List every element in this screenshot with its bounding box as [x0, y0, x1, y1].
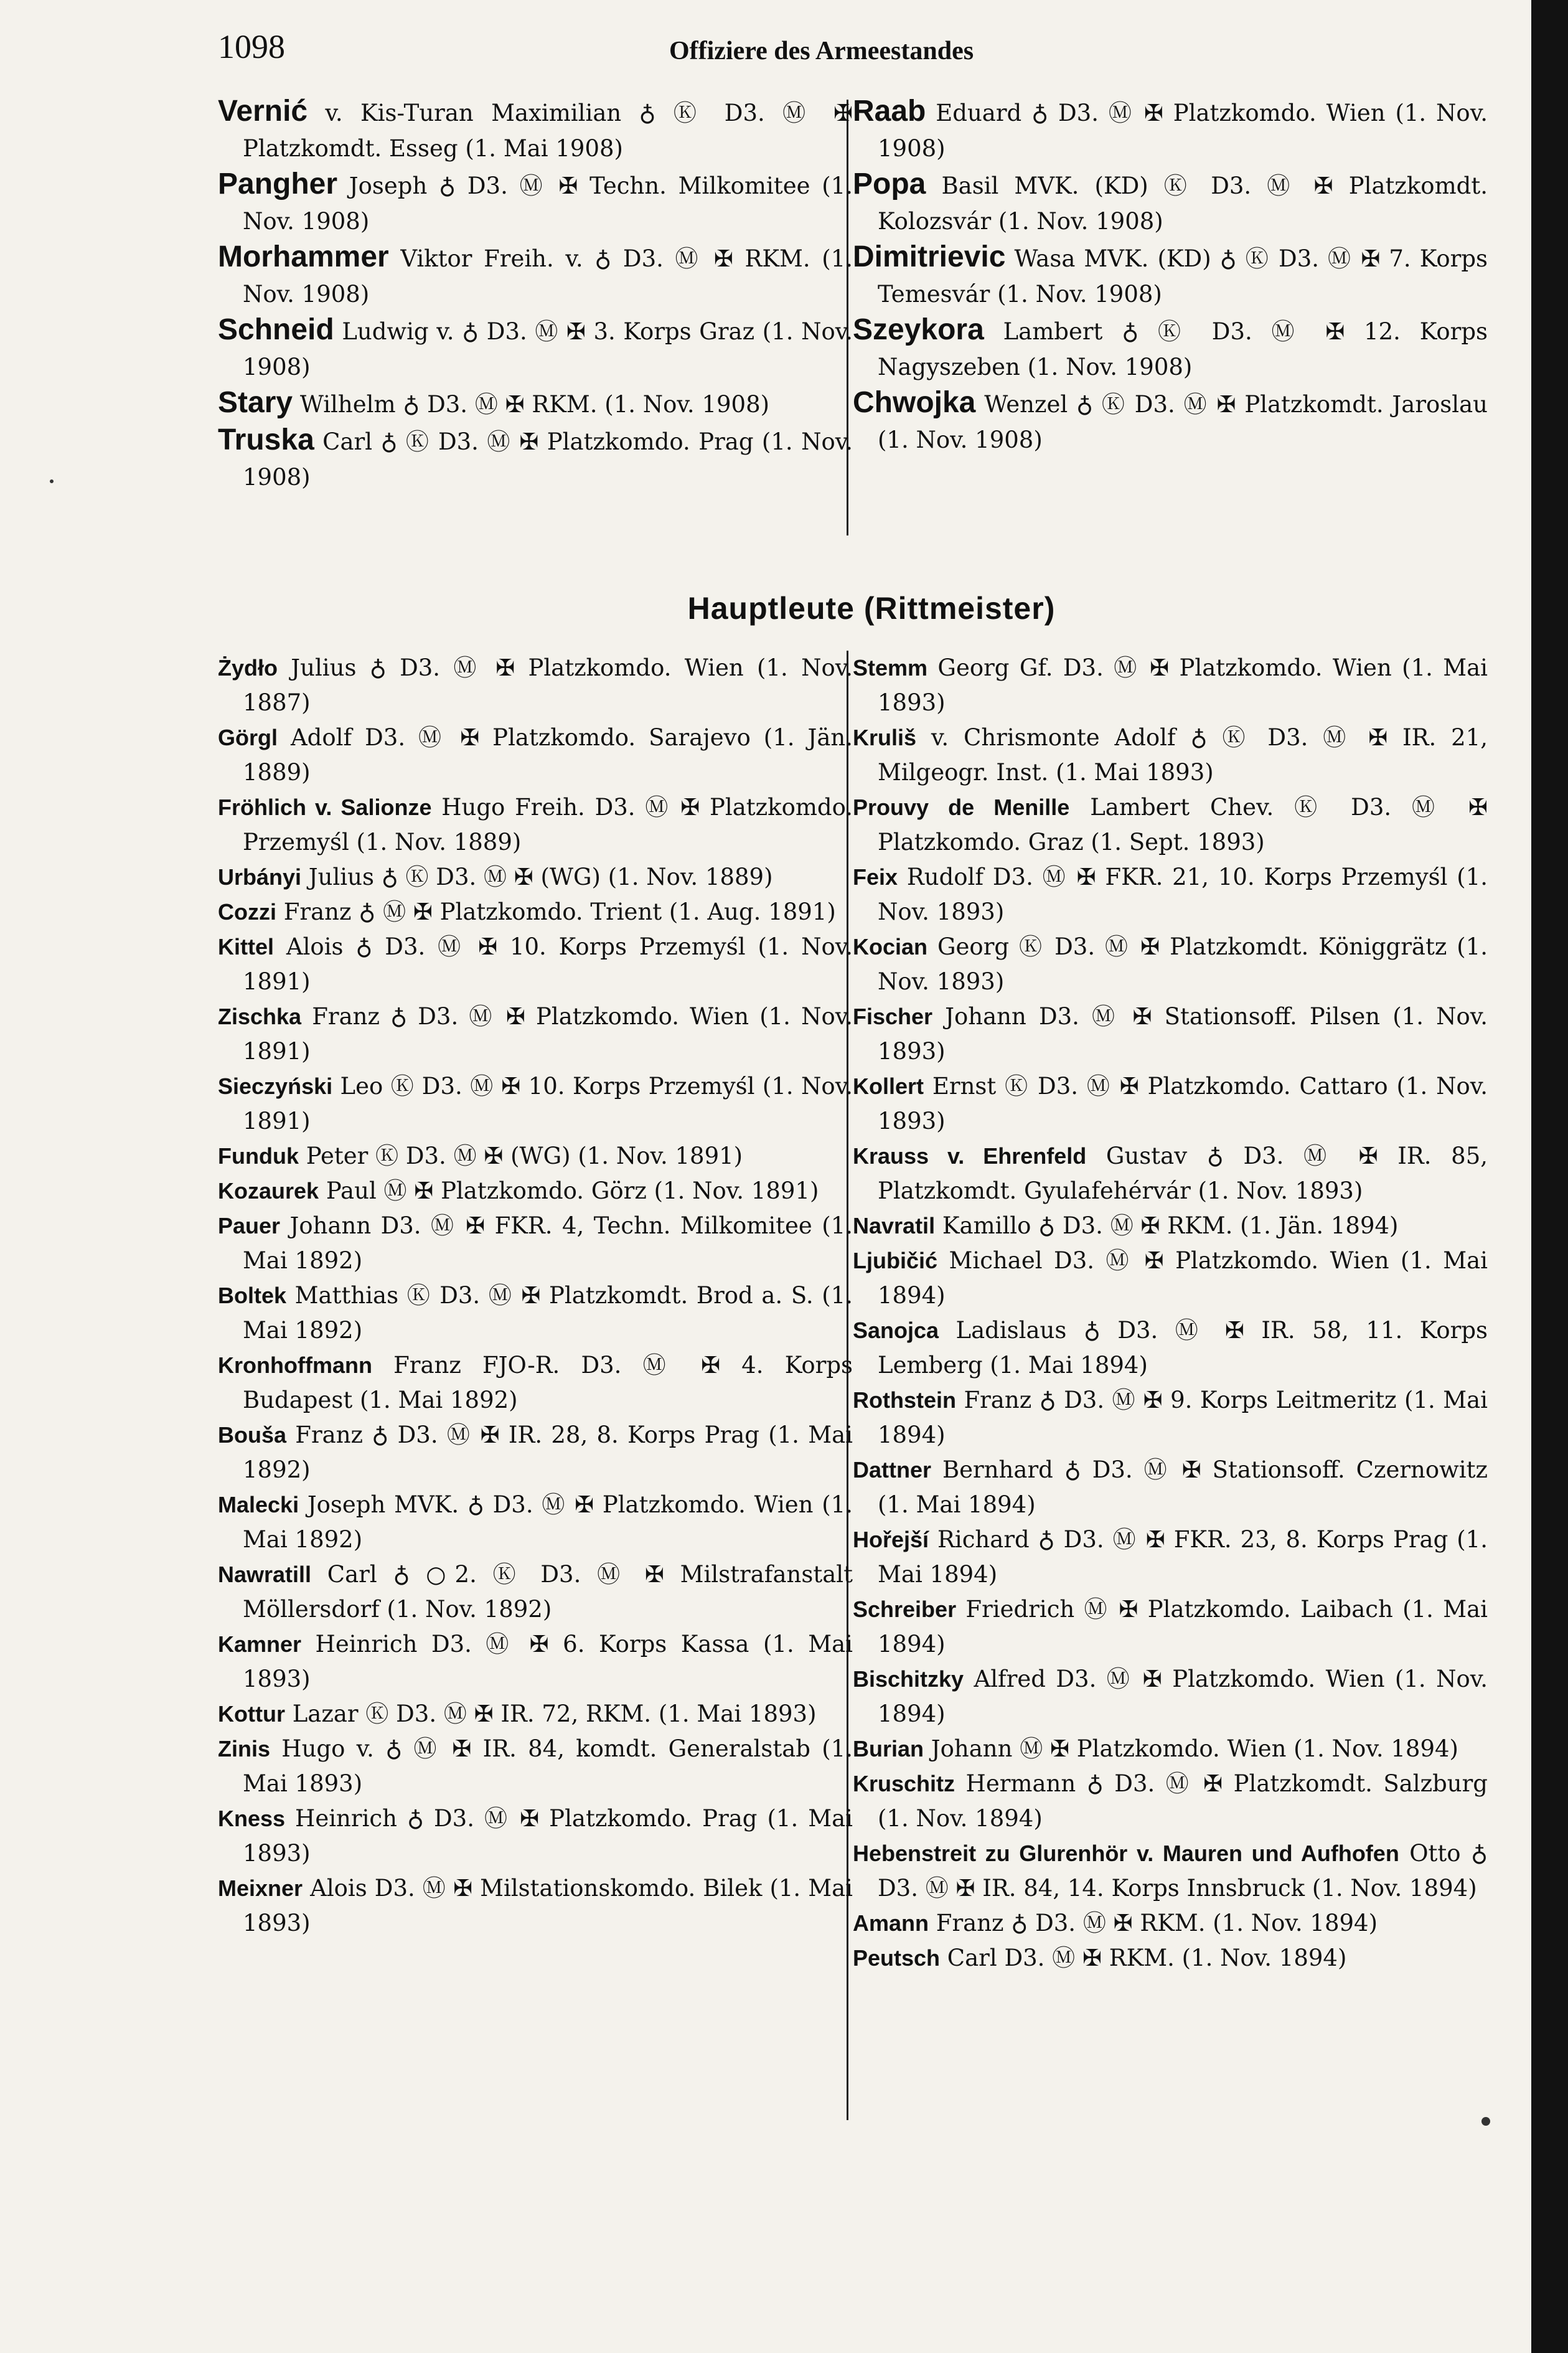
officer-entry [853, 385, 1488, 458]
officer-surname: Morhammer [218, 240, 389, 273]
officer-surname: Kozaurek [218, 1178, 319, 1204]
officer-details: Lambert ♁ Ⓚ D3. Ⓜ ✠ 12. Korps Nagyszeben (1. Nov. 1908) [878, 318, 1488, 380]
officer-details: Kamillo ♁ D3. Ⓜ ✠ RKM. (1. Jän. 1894) [935, 1212, 1399, 1239]
officer-entry [218, 895, 853, 930]
officer-entry [853, 239, 1488, 312]
officer-surname: Kronhoffmann [218, 1352, 372, 1378]
officer-surname: Meixner [218, 1875, 303, 1901]
officer-entry [218, 1139, 853, 1174]
officer-details: Paul Ⓜ ✠ Platzkomdo. Görz (1. Nov. 1891) [319, 1177, 819, 1204]
officer-entry [218, 93, 853, 166]
officer-entry [218, 651, 853, 720]
officer-entry [218, 1488, 853, 1557]
officer-entry [218, 1732, 853, 1801]
officer-entry [853, 651, 1488, 720]
officer-surname: Sanojca [853, 1318, 939, 1343]
officer-entry [218, 1278, 853, 1348]
officer-details: Viktor Freih. v. ♁ D3. Ⓜ ✠ RKM. (1. Nov. 1908) [243, 245, 853, 308]
officer-details: Richard ♁ D3. Ⓜ ✠ FKR. 23, 8. Korps Prag (1. Mai 1894) [878, 1526, 1488, 1588]
officer-surname: Kottur [218, 1701, 285, 1727]
officer-entry [218, 1557, 853, 1627]
officer-details: Johann Ⓜ ✠ Platzkomdo. Wien (1. Nov. 1894) [924, 1735, 1458, 1762]
officer-surname: Burian [853, 1736, 924, 1761]
column-bottom-right [853, 651, 1488, 1976]
officer-details: Lazar Ⓚ D3. Ⓜ ✠ IR. 72, RKM. (1. Mai 1893) [284, 1700, 817, 1727]
officer-entry [853, 1209, 1488, 1243]
officer-surname: Funduk [218, 1143, 299, 1169]
officer-surname: Schreiber [853, 1596, 957, 1622]
officer-entry [218, 1418, 853, 1488]
officer-surname: Kittel [218, 934, 274, 960]
officer-surname: Vernić [218, 95, 308, 128]
officer-entry [218, 999, 853, 1069]
officer-surname: Kruschitz [853, 1771, 955, 1796]
column-top-right [853, 93, 1488, 458]
officer-details: Joseph ♁ D3. Ⓜ ✠ Techn. Milkomitee (1. Nov. 1908) [243, 172, 853, 235]
officer-surname: Görgl [218, 725, 278, 750]
officer-details: Joseph MVK. ♁ D3. Ⓜ ✠ Platzkomdo. Wien (1. Mai 1892) [243, 1491, 853, 1553]
officer-details: Hermann ♁ D3. Ⓜ ✠ Platzkomdt. Salzburg (1. Nov. 1894) [878, 1770, 1488, 1832]
column-top-left [218, 93, 853, 495]
officer-entry [218, 1627, 853, 1697]
officer-surname: Urbányi [218, 864, 302, 890]
officer-surname: Boltek [218, 1283, 287, 1308]
officer-details: Hugo Freih. D3. Ⓜ ✠ Platzkomdo. Przemyśl (1. Nov. 1889) [243, 794, 853, 856]
officer-details: Ernst Ⓚ D3. Ⓜ ✠ Platzkomdo. Cattaro (1. Nov. 1893) [878, 1073, 1488, 1134]
officer-surname: Szeykora [853, 313, 984, 346]
officer-details: Hugo v. ♁ Ⓜ ✠ IR. 84, komdt. Generalstab (1. Mai 1893) [243, 1735, 853, 1797]
officer-surname: Hebenstreit zu Glurenhör v. Mauren und Aufhofen [853, 1841, 1399, 1866]
officer-entry [853, 1453, 1488, 1522]
officer-details: Alfred D3. Ⓜ ✠ Platzkomdo. Wien (1. Nov. 1894) [878, 1666, 1488, 1727]
officer-details: Alois D3. Ⓜ ✠ Milstationskomdo. Bilek (1. Mai 1893) [243, 1875, 853, 1936]
officer-details: Carl D3. Ⓜ ✠ RKM. (1. Nov. 1894) [940, 1945, 1347, 1971]
officer-details: Julius ♁ Ⓚ D3. Ⓜ ✠ (WG) (1. Nov. 1889) [301, 864, 773, 890]
officer-details: Rudolf D3. Ⓜ ✠ FKR. 21, 10. Korps Przemyśl (1. Nov. 1893) [878, 864, 1488, 925]
officer-surname: Bouša [218, 1422, 287, 1448]
officer-entry [853, 1383, 1488, 1453]
officer-surname: Stary [218, 386, 293, 419]
officer-surname: Nawratill [218, 1562, 312, 1587]
officer-entry [218, 930, 853, 999]
officer-entry [853, 790, 1488, 860]
officer-entry [218, 1174, 853, 1209]
officer-surname: Prouvy de Menille [853, 795, 1070, 820]
officer-entry [853, 1243, 1488, 1313]
officer-surname: Ljubičić [853, 1248, 938, 1273]
officer-entry [853, 1906, 1488, 1941]
officer-details: Gustav ♁ D3. Ⓜ ✠ IR. 85, Platzkomdt. Gyulafehérvár (1. Nov. 1893) [878, 1143, 1488, 1204]
page-header [205, 21, 1264, 71]
officer-entry [218, 385, 853, 422]
officer-surname: Kamner [218, 1631, 302, 1657]
officer-details: v. Chrismonte Adolf ♁ Ⓚ D3. Ⓜ ✠ IR. 21, Milgeogr. Inst. (1. Mai 1893) [878, 724, 1488, 786]
officer-details: Johann D3. Ⓜ ✠ FKR. 4, Techn. Milkomitee (1. Mai 1892) [243, 1212, 853, 1274]
officer-surname: Krauss v. Ehrenfeld [853, 1143, 1087, 1169]
officer-surname: Pangher [218, 167, 338, 200]
scan-border [1531, 0, 1568, 2353]
scan-speck [50, 479, 54, 483]
officer-entry [853, 1766, 1488, 1836]
officer-details: v. Kis-Turan Maximilian ♁ Ⓚ D3. Ⓜ ✠ Platzkomdt. Esseg (1. Mai 1908) [243, 100, 853, 162]
officer-entry [853, 1522, 1488, 1592]
running-title: Offiziere des Armeestandes [669, 37, 974, 65]
officer-details: Carl ♁ Ⓚ D3. Ⓜ ✠ Platzkomdo. Prag (1. Nov. 1908) [243, 428, 853, 491]
officer-surname: Truska [218, 423, 314, 456]
officer-surname: Chwojka [853, 386, 976, 419]
officer-surname: Dattner [853, 1457, 932, 1483]
officer-details: Franz ♁ Ⓜ ✠ Platzkomdo. Trient (1. Aug. 1891) [276, 898, 836, 925]
officer-surname: Popa [853, 167, 926, 200]
officer-entry [853, 720, 1488, 790]
officer-surname: Stemm [853, 655, 928, 681]
officer-surname: Feix [853, 864, 898, 890]
officer-surname: Kruliš [853, 725, 917, 750]
officer-details: Bernhard ♁ D3. Ⓜ ✠ Stationsoff. Czernowitz (1. Mai 1894) [878, 1456, 1488, 1518]
officer-entry [218, 720, 853, 790]
officer-entry [218, 1697, 853, 1732]
officer-entry [218, 1801, 853, 1871]
officer-entry [218, 239, 853, 312]
officer-details: Ladislaus ♁ D3. Ⓜ ✠ IR. 58, 11. Korps Lemberg (1. Mai 1894) [878, 1317, 1488, 1379]
officer-details: Franz ♁ D3. Ⓜ ✠ IR. 28, 8. Korps Prag (1. Mai 1892) [243, 1422, 853, 1483]
officer-details: Wilhelm ♁ D3. Ⓜ ✠ RKM. (1. Nov. 1908) [293, 391, 770, 418]
officer-entry [218, 1348, 853, 1418]
section-heading: Hauptleute (Rittmeister) [687, 591, 1056, 626]
officer-details: Franz ♁ D3. Ⓜ ✠ Platzkomdo. Wien (1. Nov. 1891) [243, 1003, 853, 1065]
officer-surname: Fischer [853, 1004, 933, 1029]
officer-details: Franz ♁ D3. Ⓜ ✠ RKM. (1. Nov. 1894) [929, 1910, 1378, 1936]
officer-details: Heinrich ♁ D3. Ⓜ ✠ Platzkomdo. Prag (1. Mai 1893) [243, 1805, 853, 1867]
officer-surname: Schneid [218, 313, 334, 346]
officer-entry [853, 1836, 1488, 1906]
officer-entry [218, 1871, 853, 1941]
officer-details: Alois ♁ D3. Ⓜ ✠ 10. Korps Przemyśl (1. Nov. 1891) [243, 933, 853, 995]
officer-entry [853, 1662, 1488, 1732]
officer-details: Leo Ⓚ D3. Ⓜ ✠ 10. Korps Przemyśl (1. Nov. 1891) [243, 1073, 853, 1134]
officer-surname: Zischka [218, 1004, 302, 1029]
officer-details: Georg Gf. D3. Ⓜ ✠ Platzkomdo. Wien (1. Mai 1893) [878, 654, 1488, 716]
officer-surname: Raab [853, 95, 926, 128]
officer-entry [218, 422, 853, 495]
officer-surname: Sieczyński [218, 1073, 333, 1099]
officer-details: Julius ♁ D3. Ⓜ ✠ Platzkomdo. Wien (1. Nov. 1887) [243, 654, 853, 716]
officer-surname: Rothstein [853, 1387, 956, 1413]
officer-entry [853, 860, 1488, 930]
officer-details: Adolf D3. Ⓜ ✠ Platzkomdo. Sarajevo (1. Jän. 1889) [243, 724, 853, 786]
officer-details: Otto ♁ D3. Ⓜ ✠ IR. 84, 14. Korps Innsbruck (1. Nov. 1894) [878, 1840, 1488, 1902]
officer-details: Michael D3. Ⓜ ✠ Platzkomdo. Wien (1. Mai 1894) [878, 1247, 1488, 1309]
officer-entry [853, 93, 1488, 166]
officer-surname: Navratil [853, 1213, 936, 1238]
officer-surname: Hořejší [853, 1527, 929, 1552]
officer-details: Ludwig v. ♁ D3. Ⓜ ✠ 3. Korps Graz (1. Nov. 1908) [243, 318, 853, 380]
officer-entry [853, 312, 1488, 385]
officer-entry [218, 312, 853, 385]
officer-surname: Cozzi [218, 899, 276, 925]
officer-entry [853, 1732, 1488, 1766]
officer-surname: Żydło [218, 655, 278, 681]
officer-entry [853, 166, 1488, 239]
officer-details: Heinrich D3. Ⓜ ✠ 6. Korps Kassa (1. Mai 1893) [243, 1631, 853, 1692]
officer-surname: Kocian [853, 934, 928, 960]
officer-entry [218, 166, 853, 239]
officer-entry [218, 1069, 853, 1139]
officer-details: Johann D3. Ⓜ ✠ Stationsoff. Pilsen (1. Nov. 1893) [878, 1003, 1488, 1065]
officer-entry [218, 790, 853, 860]
officer-surname: Malecki [218, 1492, 299, 1517]
column-bottom-left [218, 651, 853, 1941]
officer-details: Matthias Ⓚ D3. Ⓜ ✠ Platzkomdt. Brod a. S. (1. Mai 1892) [243, 1282, 853, 1344]
officer-details: Franz ♁ D3. Ⓜ ✠ 9. Korps Leitmeritz (1. Mai 1894) [878, 1387, 1488, 1448]
officer-details: Friedrich Ⓜ ✠ Platzkomdo. Laibach (1. Mai 1894) [878, 1596, 1488, 1657]
officer-entry [853, 1139, 1488, 1209]
officer-entry [218, 1209, 853, 1278]
officer-surname: Peutsch [853, 1945, 941, 1971]
officer-surname: Kollert [853, 1073, 924, 1099]
officer-details: Franz FJO-R. D3. Ⓜ ✠ 4. Korps Budapest (1. Mai 1892) [243, 1352, 853, 1413]
officer-surname: Pauer [218, 1213, 281, 1238]
officer-details: Wasa MVK. (KD) ♁ Ⓚ D3. Ⓜ ✠ 7. Korps Temesvár (1. Nov. 1908) [878, 245, 1488, 308]
officer-entry [853, 930, 1488, 999]
officer-details: Wenzel ♁ Ⓚ D3. Ⓜ ✠ Platzkomdt. Jaroslau (1. Nov. 1908) [878, 391, 1488, 453]
officer-entry [853, 1313, 1488, 1383]
officer-entry [853, 1069, 1488, 1139]
officer-entry [853, 999, 1488, 1069]
officer-details: Lambert Chev. Ⓚ D3. Ⓜ ✠ Platzkomdo. Graz (1. Sept. 1893) [878, 794, 1488, 856]
officer-surname: Amann [853, 1910, 929, 1936]
officer-details: Eduard ♁ D3. Ⓜ ✠ Platzkomdo. Wien (1. Nov. 1908) [878, 100, 1488, 162]
officer-details: Georg Ⓚ D3. Ⓜ ✠ Platzkomdt. Königgrätz (1. Nov. 1893) [878, 933, 1488, 995]
page-number: 1098 [218, 28, 285, 65]
officer-details: Peter Ⓚ D3. Ⓜ ✠ (WG) (1. Nov. 1891) [298, 1143, 743, 1169]
officer-entry [853, 1592, 1488, 1662]
officer-details: Basil MVK. (KD) Ⓚ D3. Ⓜ ✠ Platzkomdt. Kolozsvár (1. Nov. 1908) [878, 172, 1488, 235]
officer-surname: Dimitrievic [853, 240, 1006, 273]
officer-details: Carl ♁ ○2. Ⓚ D3. Ⓜ ✠ Milstrafanstalt Möllersdorf (1. Nov. 1892) [243, 1561, 853, 1623]
officer-surname: Fröhlich v. Salionze [218, 795, 432, 820]
officer-surname: Bischitzky [853, 1666, 964, 1692]
officer-entry [853, 1941, 1488, 1976]
scan-speck [1481, 2117, 1490, 2126]
officer-surname: Kness [218, 1806, 286, 1831]
officer-entry [218, 860, 853, 895]
officer-surname: Zinis [218, 1736, 271, 1761]
